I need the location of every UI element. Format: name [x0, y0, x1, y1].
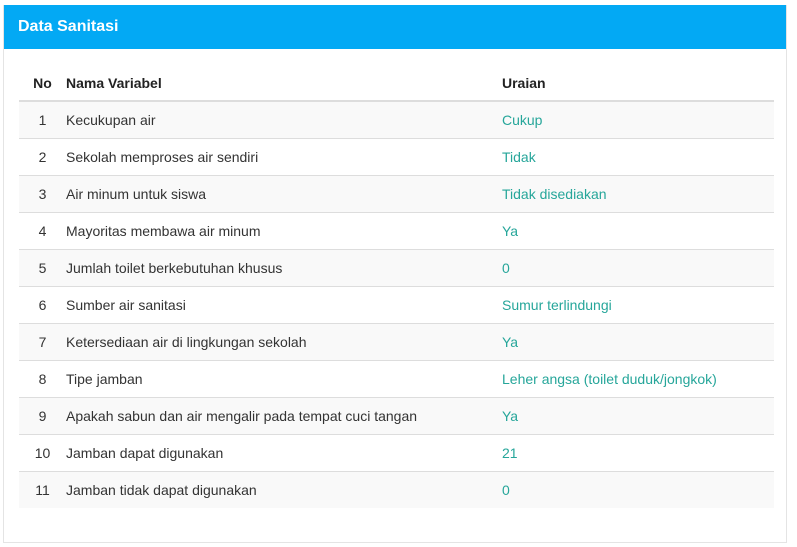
row-number: 9 — [19, 398, 66, 435]
table-row — [19, 250, 774, 287]
header-variable-name: Nama Variabel — [66, 65, 502, 101]
variable-name: Apakah sabun dan air mengalir pada tempat cuci tangan — [66, 398, 502, 435]
variable-value: Ya — [502, 398, 774, 435]
variable-name: Sekolah memproses air sendiri — [66, 139, 502, 176]
row-number: 5 — [19, 250, 66, 287]
row-number: 1 — [19, 101, 66, 139]
variable-value: Leher angsa (toilet duduk/jongkok) — [502, 361, 774, 398]
variable-name: Mayoritas membawa air minum — [66, 213, 502, 250]
variable-value: 21 — [502, 435, 774, 472]
row-number: 8 — [19, 361, 66, 398]
table-row — [19, 398, 774, 435]
variable-value: Tidak — [502, 139, 774, 176]
row-number: 6 — [19, 287, 66, 324]
table-row — [19, 213, 774, 250]
table-row — [19, 361, 774, 398]
variable-value: Ya — [502, 324, 774, 361]
variable-value: 0 — [502, 250, 774, 287]
row-number: 7 — [19, 324, 66, 361]
table-row — [19, 176, 774, 213]
table-header-row — [19, 65, 774, 101]
variable-name: Jamban tidak dapat digunakan — [66, 472, 502, 509]
table-row — [19, 472, 774, 509]
variable-name: Sumber air sanitasi — [66, 287, 502, 324]
row-number: 4 — [19, 213, 66, 250]
panel-title: Data Sanitasi — [4, 5, 786, 49]
variable-name: Tipe jamban — [66, 361, 502, 398]
variable-name: Jamban dapat digunakan — [66, 435, 502, 472]
header-no: No — [19, 65, 66, 101]
table-row — [19, 435, 774, 472]
header-description: Uraian — [502, 65, 774, 101]
row-number: 2 — [19, 139, 66, 176]
variable-name: Ketersediaan air di lingkungan sekolah — [66, 324, 502, 361]
sanitation-table — [19, 65, 774, 508]
variable-name: Air minum untuk siswa — [66, 176, 502, 213]
variable-value: Sumur terlindungi — [502, 287, 774, 324]
variable-value: Tidak disediakan — [502, 176, 774, 213]
sanitation-panel — [3, 5, 787, 543]
table-row — [19, 101, 774, 139]
variable-value: Ya — [502, 213, 774, 250]
variable-name: Kecukupan air — [66, 101, 502, 139]
table-row — [19, 139, 774, 176]
variable-value: 0 — [502, 472, 774, 509]
variable-value: Cukup — [502, 101, 774, 139]
table-row — [19, 324, 774, 361]
table-row — [19, 287, 774, 324]
row-number: 10 — [19, 435, 66, 472]
row-number: 3 — [19, 176, 66, 213]
row-number: 11 — [19, 472, 66, 509]
variable-name: Jumlah toilet berkebutuhan khusus — [66, 250, 502, 287]
